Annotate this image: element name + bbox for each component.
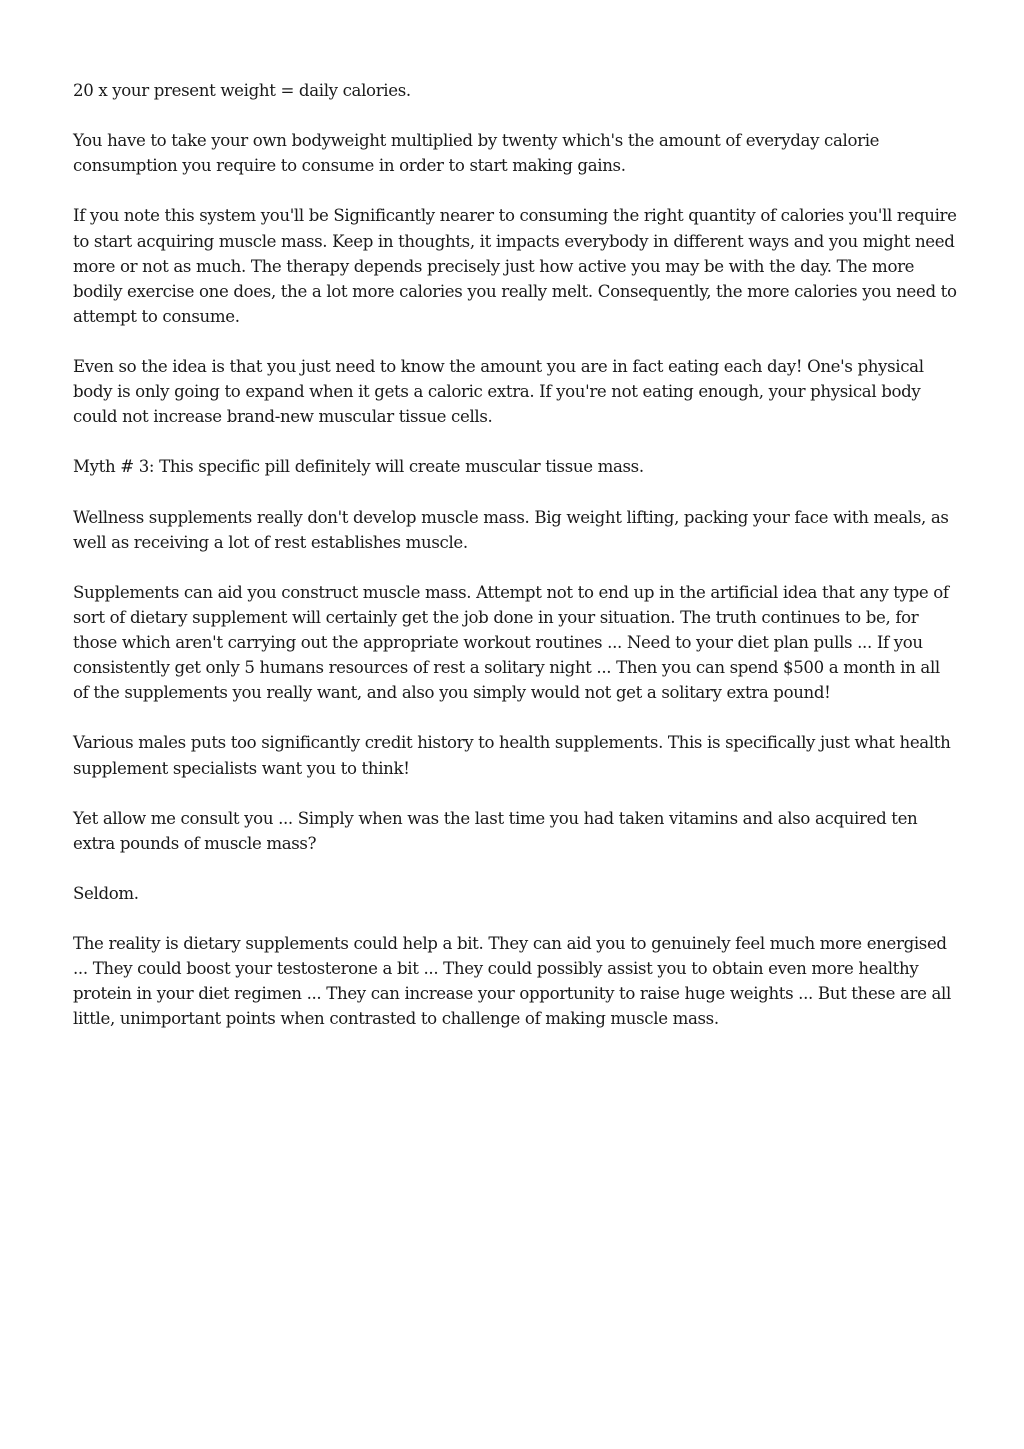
paragraph-myth-heading: Myth # 3: This specific pill definitely will create muscular tissue mass. xyxy=(73,457,644,477)
paragraph-calorie-formula: 20 x your present weight = daily calories. xyxy=(73,81,411,100)
paragraph-bodyweight-multiplier: You have to take your own bodyweight multiplied by twenty which's the amount of everyday calorie consumption you require to consume in order to start making gains. xyxy=(73,131,880,176)
paragraph-consult-question: Yet allow me consult you ... Simply when was the last time you had taken vitamins and also acquired ten extra pounds of muscle mass? xyxy=(73,808,918,853)
paragraph-reality: The reality is dietary supplements could help a bit. They can aid you to genuinely feel much more energised ... They could boost your testosterone a bit ... They could possibly assist you to obtain even more healthy protein in your diet regimen ... They can increase your opportunity to raise huge weights ... But these are all little, unimportant points when contrasted to challenge of making muscle mass. xyxy=(73,934,951,1029)
paragraph-caloric-extra: Even so the idea is that you just need to know the amount you are in fact eating each day! One's physical body is only going to expand when it gets a caloric extra. If you're not eating enough, your physical body could not increase brand-new muscular tissue cells. xyxy=(73,357,924,427)
paragraph-wellness-supplements: Wellness supplements really don't develop muscle mass. Big weight lifting, packing your face with meals, as well as receiving a lot of rest establishes muscle. xyxy=(73,507,949,552)
paragraph-system-note: If you note this system you'll be Significantly nearer to consuming the right quantity of calories you'll require to start acquiring muscle mass. Keep in thoughts, it impacts everybody in different ways and you might need more or not as much. The therapy depends precisely just how active you may be with the day. The more bodily exercise one does, the a lot more calories you really melt. Consequently, the more calories you need to attempt to consume. xyxy=(73,206,957,326)
paragraph-various-males: Various males puts too significantly credit history to health supplements. This is specifically just what health supplement specialists want you to think! xyxy=(73,733,951,778)
document-page xyxy=(73,78,958,1057)
paragraph-seldom: Seldom. xyxy=(73,884,139,903)
paragraph-supplements-aid: Supplements can aid you construct muscle mass. Attempt not to end up in the artificial idea that any type of sort of dietary supplement will certainly get the job done in your situation. The truth continues to be, for those which aren't carrying out the appropriate workout routines ... Need to your diet plan pulls ... If you consistently get only 5 humans resources of rest a solitary night ... Then you can spend $500 a month in all of the supplements you really want, and also you simply would not get a solitary extra pound! xyxy=(73,582,949,703)
